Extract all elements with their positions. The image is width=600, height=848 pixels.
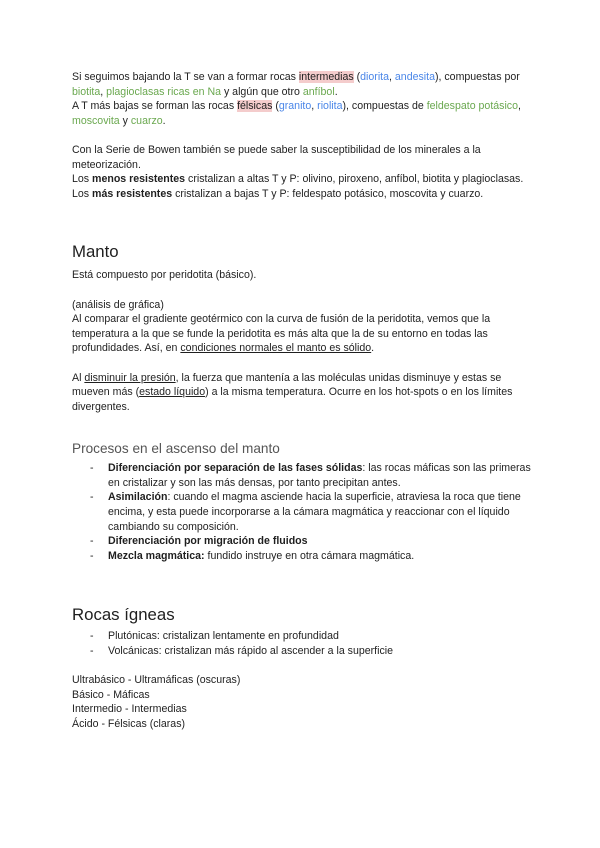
dash-bullet: - <box>90 549 94 562</box>
mineral-cuarzo: cuarzo <box>130 114 163 127</box>
text: , <box>518 100 521 113</box>
rock-andesita: andesita <box>394 71 435 83</box>
list-item <box>72 461 532 490</box>
dash-bullet: - <box>90 535 94 548</box>
bold-text: Asimilación <box>108 491 168 504</box>
dash-bullet: - <box>90 630 94 643</box>
text: : cuando el magma asciende hacia la superficie, atraviesa la roca que tiene encima, y esta puede incorporarse a la cámara magmática y reaccionar con el líquido cambiando su composición. <box>108 491 521 533</box>
manto-pressure-paragraph <box>72 371 532 415</box>
manto-gradient-paragraph <box>72 312 532 356</box>
manto-composition: Está compuesto por peridotita (básico). <box>72 269 257 282</box>
rock-riolita: riolita <box>317 100 343 113</box>
text: Plutónicas: cristalizan lentamente en profundidad <box>108 630 339 643</box>
text: ( <box>272 100 279 113</box>
text: : las rocas máficas son las primeras en cristalizar y son las más densas, por tanto precipitan antes. <box>108 462 531 489</box>
text: ( <box>353 71 361 83</box>
bold-text: más resistentes <box>92 187 173 200</box>
bold-text: menos resistentes <box>92 173 186 186</box>
list-item <box>72 534 532 549</box>
text: Los <box>72 173 93 186</box>
text: y algún que otro <box>221 85 303 98</box>
text: , <box>100 85 107 98</box>
text: Volcánicas: cristalizan más rápido al ascender a la superficie <box>108 645 393 658</box>
list-item <box>72 549 532 564</box>
underline-manto-solido: condiciones normales el manto es sólido <box>180 342 372 355</box>
mineral-feldespato: feldespato potásico <box>426 100 518 113</box>
manto-graph-note: (análisis de gráfica) <box>72 298 164 311</box>
underline-disminuir-presion: disminuir la presión <box>84 371 176 384</box>
text: fundido instruye en otra cámara magmática. <box>204 549 415 562</box>
text: . <box>162 114 166 127</box>
list-item <box>72 490 532 534</box>
bowen-mas-resistentes <box>72 187 532 202</box>
text: cristalizan a bajas T y P: feldespato potásico, moscovita y cuarzo. <box>172 187 484 200</box>
list-item <box>72 644 532 659</box>
rocas-list <box>72 629 532 658</box>
bowen-menos-resistentes <box>72 172 532 187</box>
bowen-intro: Con la Serie de Bowen también se puede saber la susceptibilidad de los minerales a la meteorización. <box>72 143 481 171</box>
dash-bullet: - <box>90 462 94 475</box>
dash-bullet: - <box>90 645 94 658</box>
classification-line: Básico - Máficas <box>72 688 150 701</box>
classification-line: Ultrabásico - Ultramáficas (oscuras) <box>72 674 241 687</box>
procesos-list <box>72 461 532 563</box>
classification-line: Intermedio - Intermedias <box>72 703 187 716</box>
bold-text: Diferenciación por migración de fluidos <box>108 535 308 548</box>
text: cristalizan a altas T y P: olivino, piroxeno, anfíbol, biotita y plagioclasas. <box>185 173 524 186</box>
underline-estado-liquido: estado líquido <box>139 386 206 399</box>
text: ) a la misma temperatura. Ocurre en los hot-spots o en los límites divergentes. <box>72 386 513 413</box>
heading-rocas-igneas: Rocas ígneas <box>72 605 175 625</box>
document-page <box>72 70 532 732</box>
text: ), compuestas de <box>342 100 427 113</box>
text: Al <box>72 371 85 384</box>
rock-diorita: diorita <box>360 71 390 83</box>
mineral-anfibol: anfíbol <box>302 85 335 98</box>
text: , <box>389 71 395 83</box>
mineral-moscovita: moscovita <box>72 114 120 127</box>
text: . <box>371 342 375 355</box>
classification-line: Ácido - Félsicas (claras) <box>72 718 186 730</box>
text: Al comparar el gradiente geotérmico con la curva de fusión de la peridotita, vemos que la temperatura a la que se funde la peridotita es más alta que la de su entorno en todas las profundidades. Así, en <box>72 313 491 355</box>
paragraph-intermedias <box>72 70 532 99</box>
list-item <box>72 629 532 644</box>
heading-procesos: Procesos en el ascenso del manto <box>72 441 280 457</box>
bold-text: Mezcla magmática: <box>108 549 205 562</box>
bold-text: Diferenciación por separación de las fases sólidas <box>108 462 363 475</box>
dash-bullet: - <box>90 491 94 504</box>
text: , la fuerza que mantenía a las moléculas unidas disminuye y estas se mueven más ( <box>72 371 502 399</box>
paragraph-felsicas <box>72 99 532 128</box>
text: . <box>334 85 338 98</box>
mineral-biotita: biotita <box>72 85 101 98</box>
text: A T más bajas se forman las rocas <box>72 100 238 113</box>
text: ), compuestas por <box>434 71 520 83</box>
text: Si seguimos bajando la T se van a formar rocas <box>72 71 299 83</box>
mineral-plagioclasas: plagioclasas ricas en Na <box>106 85 221 98</box>
heading-manto: Manto <box>72 242 119 262</box>
highlight-intermedias: intermedias <box>298 71 354 83</box>
text: , <box>311 100 318 113</box>
text: Los <box>72 187 93 200</box>
text: y <box>119 114 131 127</box>
rock-granito: granito <box>278 100 312 113</box>
highlight-felsicas: félsicas <box>237 100 273 113</box>
